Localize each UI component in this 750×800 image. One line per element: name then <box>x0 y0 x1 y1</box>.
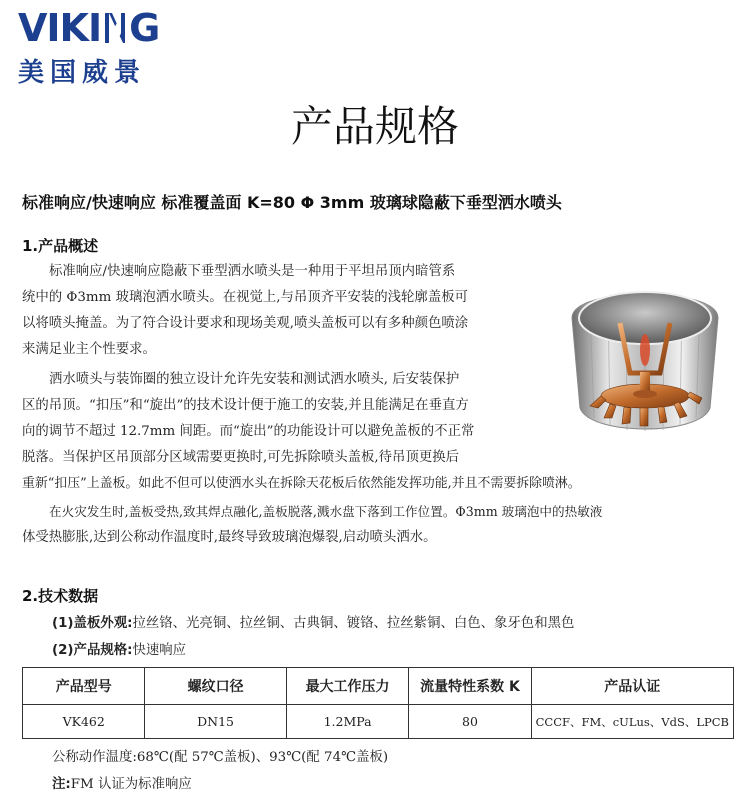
table-cell: 80 <box>409 705 531 739</box>
text-line: 体受热膨胀,达到公称动作温度时,最终导致玻璃泡爆裂,启动喷头洒水。 <box>22 530 437 545</box>
overview-paragraph-3 <box>22 499 742 551</box>
viking-logo <box>18 8 159 89</box>
text-line: 洒水喷头与装饰圈的独立设计允许先安装和测试洒水喷头, 后安装保护 <box>49 372 460 387</box>
table-cell: DN15 <box>145 705 286 739</box>
footnote-text: FM 认证为标准响应 <box>70 777 192 792</box>
table-cell: VK462 <box>23 705 145 739</box>
text-line: 区的吊顶。“扣压”和“旋出”的技术设计便于施工的安装,并且能满足在垂直方 <box>22 398 469 413</box>
column-header: 产品型号 <box>23 668 145 705</box>
text-line: 重新“扣压”上盖板。如此不但可以使洒水头在拆除天花板后依然能发挥功能,并且不需要拆除喷淋。 <box>22 476 581 491</box>
text-line: 以将喷头掩盖。为了符合设计要求和现场美观,喷头盖板可以有多种颜色喷涂 <box>22 316 469 331</box>
product-title: 标准响应/快速响应 标准覆盖面 K=80 Φ 3mm 玻璃球隐蔽下垂型洒水喷头 <box>22 193 562 212</box>
water-drop-icon <box>102 11 128 45</box>
column-header: 螺纹口径 <box>145 668 286 705</box>
page-title: 产品规格 <box>290 102 459 151</box>
table-cell: CCCF、FM、cULus、VdS、LPCB <box>531 705 733 739</box>
cover-appearance-value: 拉丝铬、光亮铜、拉丝铜、古典铜、镀铬、拉丝紫铜、白色、象牙色和黑色 <box>132 616 575 631</box>
table-row <box>23 705 734 739</box>
column-header: 产品认证 <box>531 668 733 705</box>
column-header: 最大工作压力 <box>286 668 409 705</box>
text-line: 脱落。当保护区吊顶部分区域需要更换时,可先拆除喷头盖板,待吊顶更换后 <box>22 450 460 465</box>
table-header-row <box>23 668 734 705</box>
sprinkler-head-image <box>560 268 730 458</box>
spec-table <box>22 667 734 739</box>
logo-text-end: G <box>129 6 160 50</box>
table-cell: 1.2MPa <box>286 705 409 739</box>
cover-appearance-line <box>52 612 574 631</box>
product-spec-value: 快速响应 <box>132 643 187 658</box>
temperature-note: 公称动作温度:68℃(配 57℃盖板)、93℃(配 74℃盖板) <box>52 750 389 765</box>
text-line: 统中的 Φ3mm 玻璃泡洒水喷头。在视觉上,与吊顶齐平安装的浅轮廓盖板可 <box>22 290 468 305</box>
footnote <box>52 773 192 792</box>
overview-heading: 1.产品概述 <box>22 237 99 255</box>
text-line: 在火灾发生时,盖板受热,致其焊点融化,盖板脱落,溅水盘下落到工作位置。Φ3mm 玻璃泡中的热敏液 <box>49 504 603 519</box>
logo-text-start: VIKI <box>18 6 102 50</box>
tech-data-heading: 2.技术数据 <box>22 587 99 605</box>
footnote-label: 注: <box>52 777 71 792</box>
cover-appearance-label: (1)盖板外观: <box>52 616 133 631</box>
column-header: 流量特性系数 K <box>409 668 531 705</box>
overview-paragraph-1 <box>22 259 552 363</box>
product-spec-line <box>52 639 186 658</box>
logo-wordmark <box>18 8 159 48</box>
product-spec-label: (2)产品规格: <box>52 643 133 658</box>
text-line: 标准响应/快速响应隐蔽下垂型洒水喷头是一种用于平坦吊顶内暗管系 <box>49 264 456 279</box>
text-line: 向的调节不超过 12.7mm 间距。而“旋出”的功能设计可以避免盖板的不正常 <box>22 424 475 439</box>
text-line: 来满足业主个性要求。 <box>22 342 156 357</box>
logo-chinese-name: 美国威景 <box>18 58 147 88</box>
